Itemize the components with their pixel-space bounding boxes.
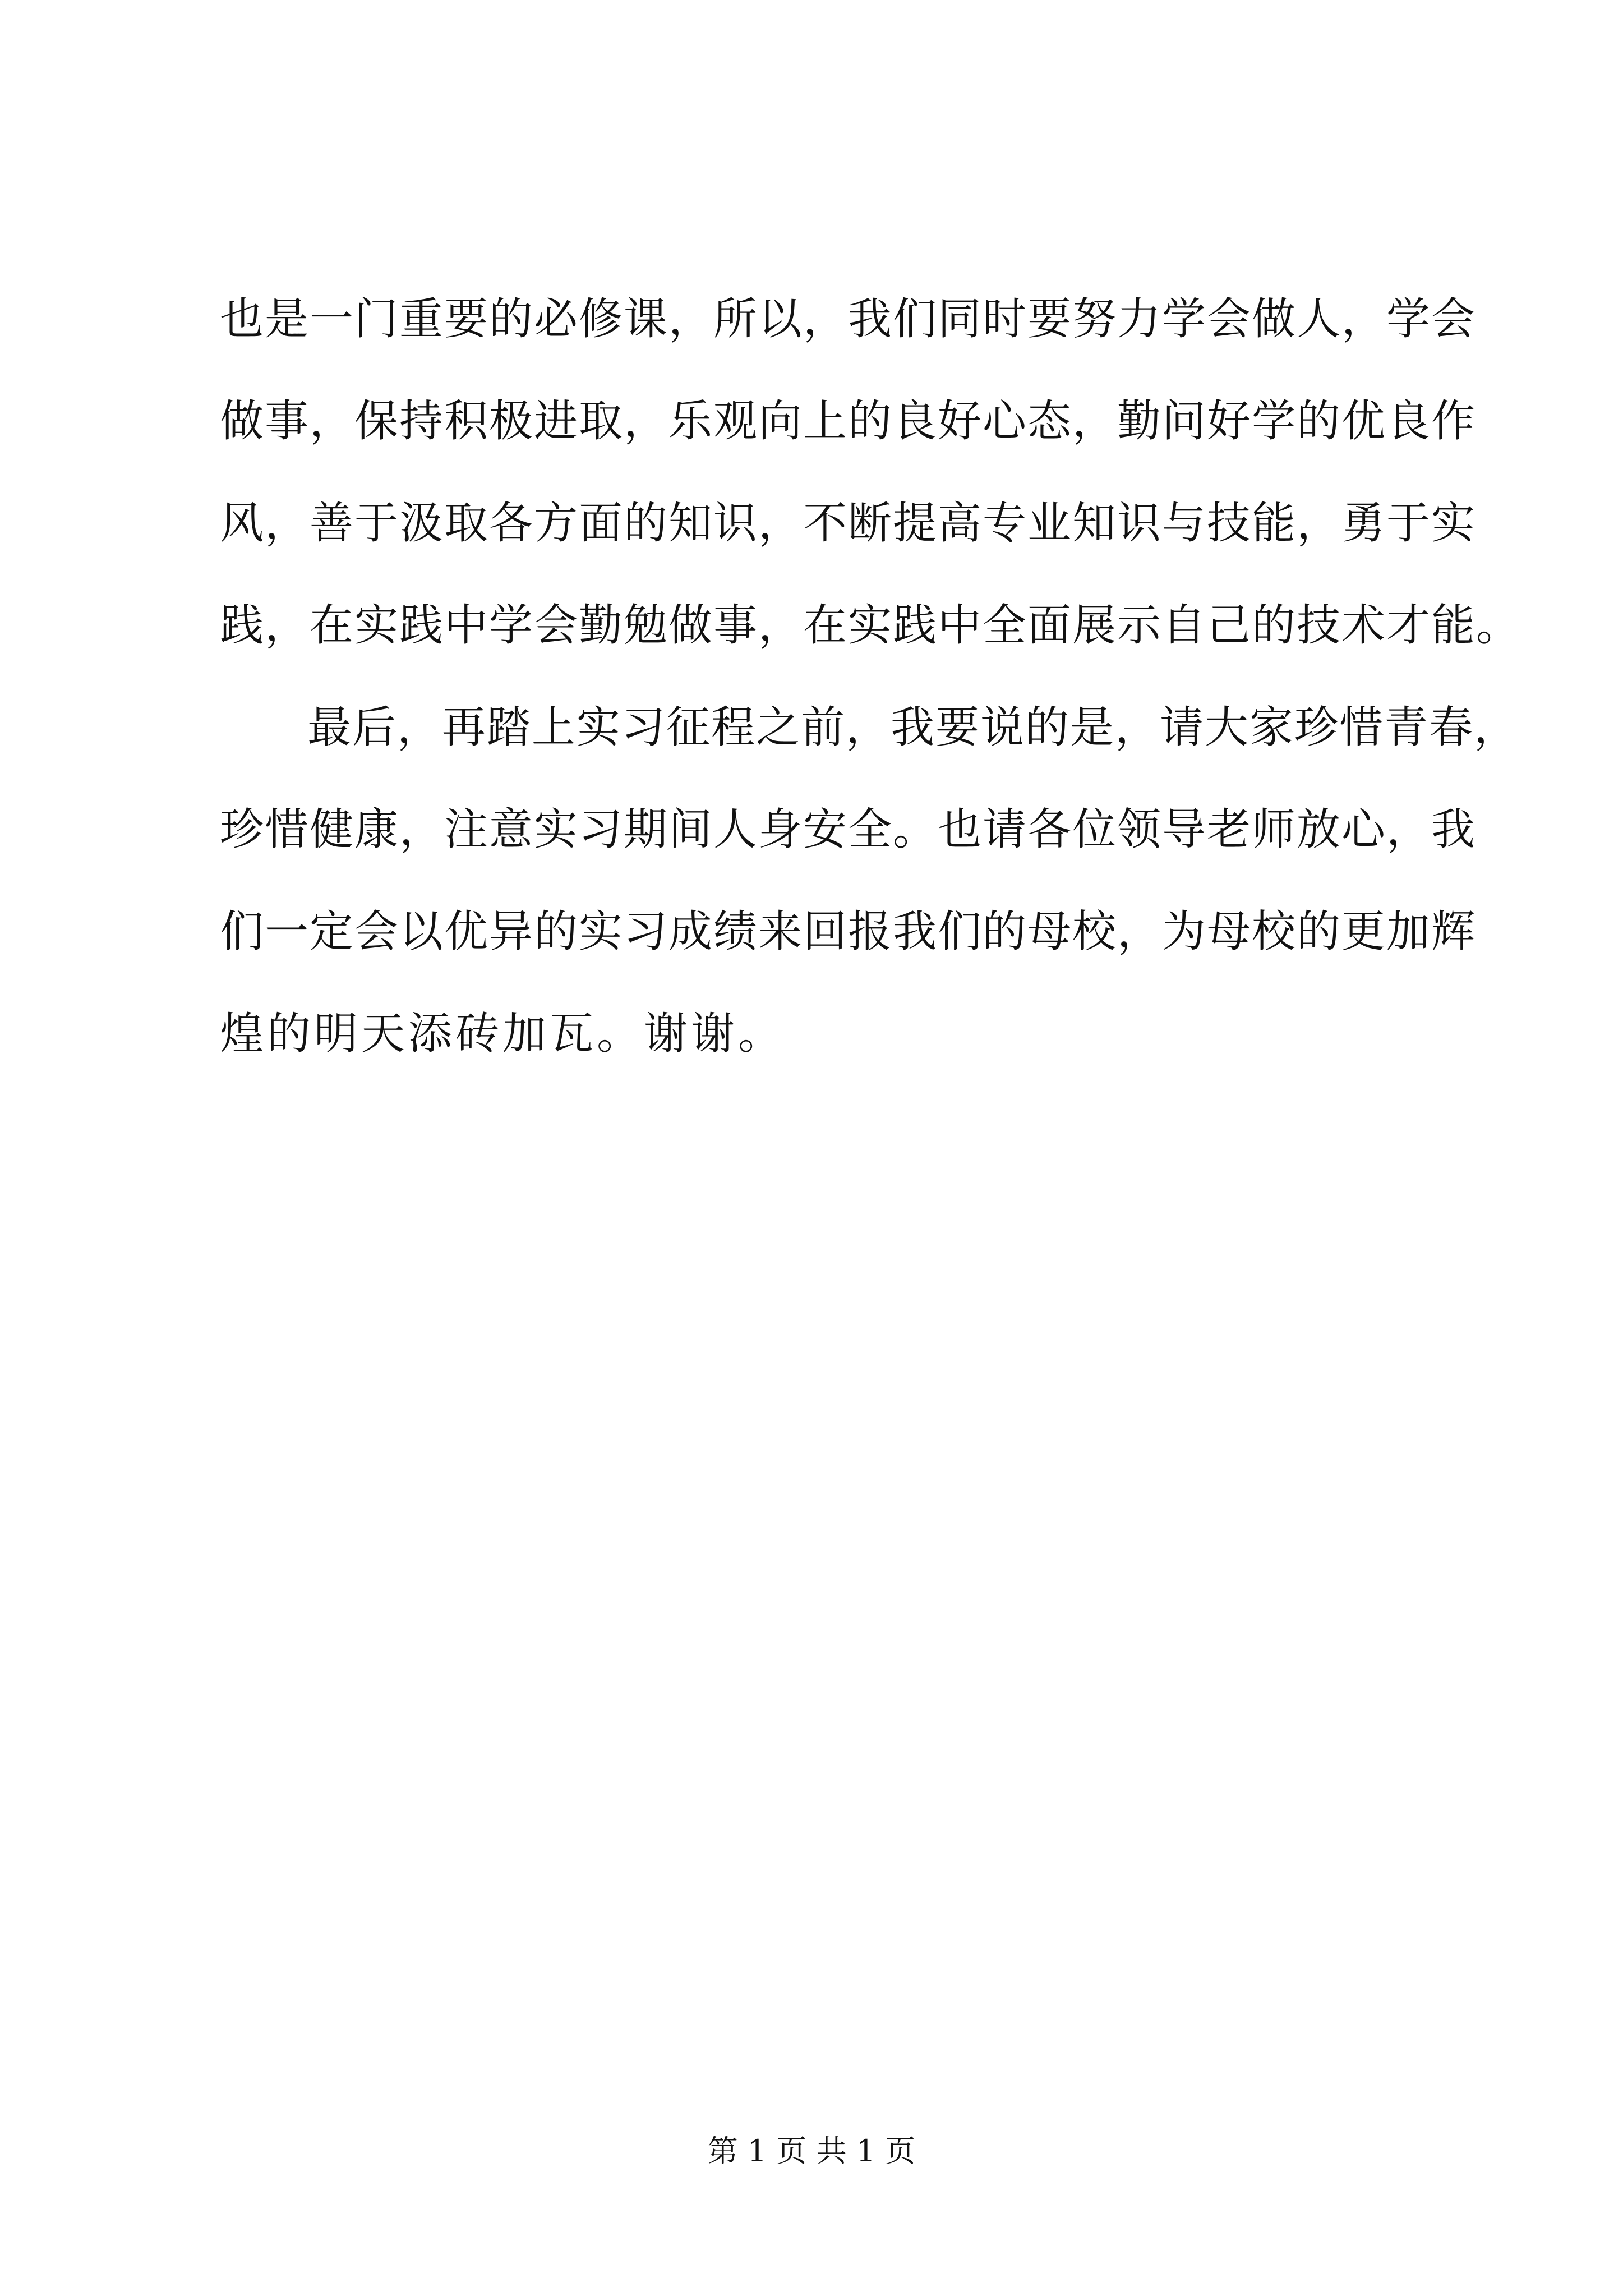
paragraph-line: 也是一门重要的必修课，所以，我们同时要努力学会做人，学会 [220,294,1477,344]
page-footer [0,2132,1623,2171]
document-body [220,268,1521,1085]
page-number-label: 第 1 页 共 1 页 [707,2133,916,2169]
paragraph-line: 风，善于汲取各方面的知识，不断提高专业知识与技能，勇于实 [220,498,1477,549]
paragraph-line: 最后，再踏上实习征程之前，我要说的是，请大家珍惜青春， [307,702,1519,753]
paragraph-line: 珍惜健康，注意实习期间人身安全。也请各位领导老师放心，我 [220,804,1477,855]
paragraph-1 [220,268,1521,677]
paragraph-line: 做事，保持积极进取，乐观向上的良好心态，勤问好学的优良作 [220,396,1477,447]
paragraph-2 [220,677,1519,1085]
paragraph-line: 们一定会以优异的实习成绩来回报我们的母校，为母校的更加辉 [220,907,1477,957]
paragraph-line: 煌的明天添砖加瓦。谢谢。 [220,1009,786,1059]
paragraph-line: 践，在实践中学会勤勉做事，在实践中全面展示自己的技术才能。 [220,600,1521,651]
